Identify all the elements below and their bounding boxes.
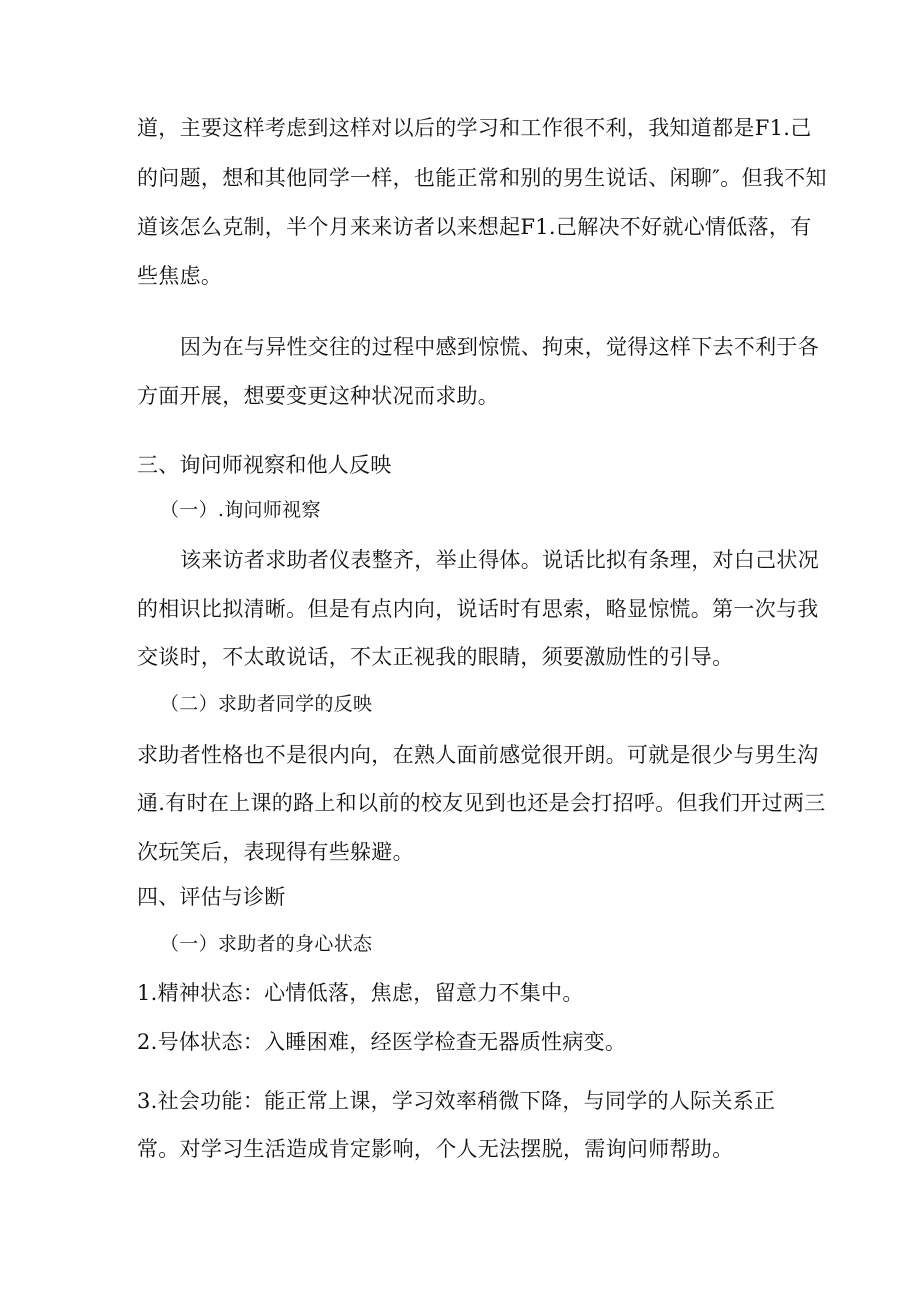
- paragraph-2-line-1: 因为在与异性交往的过程中感到惊慌、拘束，觉得这样下去不利于各: [180, 335, 819, 359]
- section-3-paragraph-2-line-2: 通.有时在上课的路上和以前的校友见到也还是会打招呼。但我们开过两三: [137, 791, 826, 815]
- section-3-paragraph-1-line-1: 该来访者求助者仪表整齐，举止得体。说话比拟有条理，对白己状况: [180, 548, 819, 572]
- section-4-item-3-line-1: 3.社会功能：能正常上课，学习效率稍微下降，与同学的人际关系正: [137, 1089, 776, 1113]
- section-3-heading: 三、询问师视察和他人反映: [137, 453, 392, 477]
- section-4-subheading-1: （一）求助者的身心状态: [160, 933, 373, 955]
- section-3-paragraph-2-line-3: 次玩笑后，表现得有些躲避。: [137, 840, 414, 864]
- section-3-paragraph-1-line-3: 交谈时，不太敢说话，不太正视我的眼睛，须要激励性的引导。: [137, 645, 734, 669]
- section-4-item-3-line-2: 常。对学习生活造成肯定影响，个人无法摆脱，需询问师帮助。: [137, 1137, 734, 1161]
- section-3-paragraph-1-line-2: 的相识比拟清晰。但是有点内向，说话时有思索，略显惊慌。第一次与我: [137, 597, 819, 621]
- section-4-item-1: 1.精神状态：心情低落，焦虑，留意力不集中。: [137, 981, 584, 1005]
- paragraph-1-line-1: 道，主要这样考虑到这样对以后的学习和工作很不利，我知道都是F1.己: [137, 116, 812, 140]
- section-3-subheading-1: （一）.询问师视察: [160, 499, 321, 521]
- section-4-heading: 四、评估与诊断: [137, 885, 286, 909]
- paragraph-1-line-2: 的问题，想和其他同学一样，也能正常和别的男生说话、闲聊″。但我不知: [137, 166, 827, 190]
- section-3-paragraph-2-line-1: 求助者性格也不是很内向，在熟人面前感觉很开朗。可就是很少与男生沟: [137, 743, 819, 767]
- paragraph-1-line-3: 道该怎么克制，半个月来来访者以来想起F1.己解决不好就心情低落，有: [137, 215, 812, 239]
- section-4-item-2: 2.号体状态：入睡困难，经医学检查无器质性病变。: [137, 1030, 627, 1054]
- paragraph-2-line-2: 方面开展，想要变更这种状况而求助。: [137, 384, 500, 408]
- section-3-subheading-2: （二）求助者同学的反映: [160, 693, 373, 715]
- paragraph-1-line-4: 些焦虑。: [137, 264, 223, 288]
